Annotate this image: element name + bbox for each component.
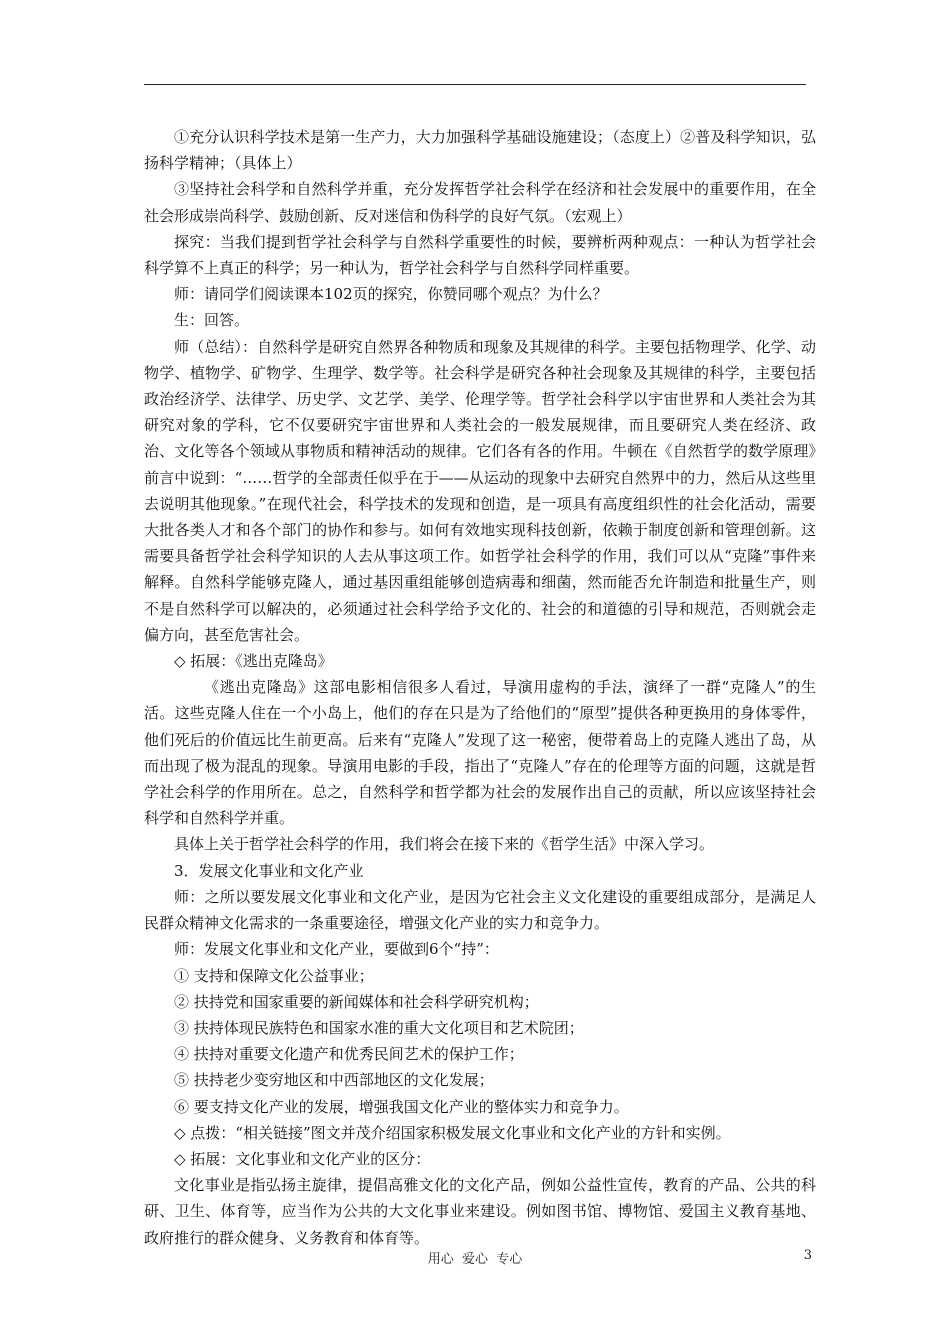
paragraph: 师（总结）：自然科学是研究自然界各种物质和现象及其规律的科学。主要包括物理学、化学、动物学、植物学、矿物学、生理学、数学等。社会科学是研究各种社会现象及其规律的科学，主要包括政治经济学、法律学、历史学、文艺学、美学、伦理学等。哲学社会科学以宇宙世界和人类社会为其研究对象的学科，它不仅要研究宇宙世界和人类社会的一般发展规律，而且要研究人类在经济、政治、文化等各个领域从事物质和精神活动的规律。它们各有各的作用。牛顿在《自然哲学的数学原理》前言中说到：“……哲学的全部责任似乎在于——从运动的现象中去研究自然界中的力，然后从这些里去说明其他现象。”在现代社会，科学技术的发现和创造，是一项具有高度组织性的社会化活动，需要大批各类人才和各个部门的协作和参与。如何有效地实现科技创新，依赖于制度创新和管理创新。这需要具备哲学社会科学知识的人去从事这项工作。如哲学社会科学的作用，我们可以从“克隆”事件来解释。自然科学能够克隆人，通过基因重组能够创造病毒和细菌，然而能否允许制造和批量生产，则不是自然科学可以解决的，必须通过社会科学给予文化的、社会的和道德的引导和规范，否则就会走偏方向，甚至危害社会。 [144,337,816,644]
list-item: ⑤ 扶持老少变穷地区和中西部地区的文化发展； [174,1071,494,1090]
header-rule [144,84,806,85]
list-item: ② 扶持党和国家重要的新闻媒体和社会科学研究机构； [174,992,539,1011]
paragraph: ①充分认识科学技术是第一生产力，大力加强科学基础设施建设；（态度上）②普及科学知识，弘扬科学精神；（具体上） [144,128,816,173]
list-item: ④ 扶持对重要文化遗产和优秀民间艺术的保护工作； [174,1045,524,1064]
page-number: 3 [803,1248,812,1263]
paragraph: 师：之所以要发展文化事业和文化产业，是因为它社会主义文化建设的重要组成部分，是满足人民群众精神文化需求的一条重要途径，增强文化产业的实力和竞争力。 [144,887,816,933]
paragraph: ◇ 拓展：《逃出克隆岛》 [174,652,333,671]
paragraph: ◇ 点拨：“相关链接”图文并茂介绍国家积极发展文化事业和文化产业的方针和实例。 [174,1123,731,1142]
paragraph: 生：回答。 [174,311,250,330]
paragraph: ③坚持社会科学和自然科学并重，充分发挥哲学社会科学在经济和社会发展中的重要作用，在全社会形成崇尚科学、鼓励创新、反对迷信和伪科学的良好气氛。（宏观上） [144,180,816,225]
list-item: ① 支持和保障文化公益事业； [174,966,374,985]
paragraph: ◇ 拓展：文化事业和文化产业的区分： [174,1149,431,1168]
list-item: ⑥ 要支持文化产业的发展，增强我国文化产业的整体实力和竞争力。 [174,1097,629,1116]
paragraph: 具体上关于哲学社会科学的作用，我们将会在接下来的《哲学生活》中深入学习。 [174,835,715,854]
paragraph: 探究：当我们提到哲学社会科学与自然科学重要性的时候，要辨析两种观点：一种认为哲学社会科学算不上真正的科学；另一种认为，哲学社会科学与自然科学同样重要。 [144,232,816,278]
paragraph: 文化事业是指弘扬主旋律，提倡高雅文化的文化产品，例如公益性宣传，教育的产品、公共的科研、卫生、体育等，应当作为公共的大文化事业来建设。例如图书馆、博物馆、爱国主义教育基地、政府推行的群众健身、义务教育和体育等。 [144,1176,816,1247]
paragraph: 师：请同学们阅读课本102页的探究，你赞同哪个观点？为什么？ [174,285,608,304]
footer-motto: 用心 爱心 专心 [427,1252,523,1267]
list-item: ③ 扶持体现民族特色和国家水准的重大文化项目和艺术院团； [174,1018,584,1037]
paragraph: 《逃出克隆岛》这部电影相信很多人看过，导演用虚构的手法，演绎了一群“克隆人”的生活。这些克隆人住在一个小岛上，他们的存在只是为了给他们的“原型”提供各种更换用的身体零件，他们死后的价值远比生前更高。后来有“克隆人”发现了这一秘密，便带着岛上的克隆人逃出了岛，从而出现了极为混乱的现象。导演用电影的手段，指出了“克隆人”存在的伦理等方面的问题，这就是哲学社会科学的作用所在。总之，自然科学和哲学都为社会的发展作出自己的贡献，所以应该坚持社会科学和自然科学并重。 [144,678,816,828]
paragraph: 师：发展文化事业和文化产业，要做到6个“持”： [174,940,499,959]
document-body [144,124,816,1251]
section-heading: 3．发展文化事业和文化产业 [174,861,364,880]
